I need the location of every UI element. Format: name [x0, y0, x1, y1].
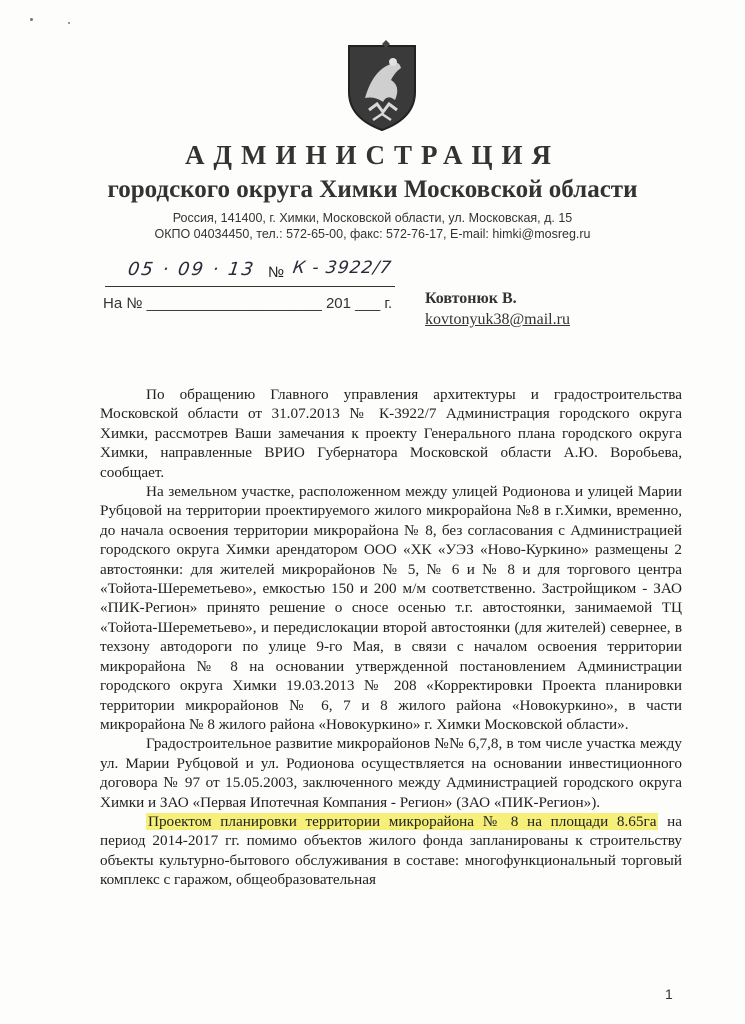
reference-line: На № _____________________ 201 ___ г.	[103, 295, 393, 312]
page-number: 1	[665, 986, 673, 1002]
paragraph-4-rest: на период 2014-2017 гг. помимо объектов жилого фонда запланированы к строительству объекты культурно-бытового обслуживания в составе: многофункциональный торговый комплекс с гаражом, общеобразовательная	[100, 812, 682, 889]
letter-body	[100, 385, 682, 890]
organization-title: АДМИНИСТРАЦИЯ	[184, 140, 561, 170]
paragraph-1: По обращению Главного управления архитектуры и градостроительства Московской области от 31.07.2013 № К-3922/7 Администрация городского округа Химки, рассмотрев Ваши замечания к проекту Генерального плана городского округа Химки, направленные ВРИО Губернатора Московской области А.Ю. Воробьева, сообщает.	[100, 386, 682, 481]
recipient-email: kovtonyuk38@mail.ru	[425, 311, 570, 328]
handwritten-date: 05 · 09 · 13	[126, 259, 257, 280]
scan-speck	[68, 22, 70, 24]
number-label: №	[268, 264, 285, 281]
handwritten-number: К - 3922/7	[291, 258, 394, 278]
paragraph-4	[100, 812, 682, 890]
paragraph-3: Градостроительное развитие микрорайонов №№ 6,7,8, в том числе участка между ул. Марии Рубцовой и ул. Родионова осуществляется на основании инвестиционного договора № 97 от 15.05.2003, заключенного между Администрацией городского округа Химки и ЗАО «Первая Ипотечная Компания - Регион» (ЗАО «ПИК-Регион»).	[100, 735, 682, 811]
coat-of-arms-emblem	[343, 40, 421, 132]
organization-subtitle: городского округа Химки Московской области	[107, 176, 638, 203]
address-line: Россия, 141400, г. Химки, Московской области, ул. Московская, д. 15	[172, 211, 573, 225]
recipient-name: Ковтонюк В.	[425, 290, 517, 307]
scan-speck	[30, 18, 33, 21]
highlighted-text: Проектом планировки территории микрорайона № 8 на площади 8.65га	[148, 812, 657, 830]
paragraph-2: На земельном участке, расположенном между улицей Родионова и улицей Марии Рубцовой на территории проектируемого жилого микрорайона №8 в г.Химки, временно, до начала освоения территории микрорайона № 8, без согласования с Администрацией городского округа Химки арендатором ООО «ХК «УЭЗ «Ново-Куркино» размещены 2 автостоянки: для жителей микрорайонов № 5, № 6 и № 8 и для торгового центра «Тойота-Шереметьево», емкостью 150 и 200 м/м соответственно. Застройщиком - ЗАО «ПИК-Регион» принято решение о сносе осенью т.г. автостоянки, занимаемой ТЦ «Тойота-Шереметьево», и передислокации второй автостоянки (для жителей) севернее, в техзону автодороги по улице 9-го Мая, в связи с началом освоения территории микрорайона № 8 на основании утвержденной постановлением Администрации городского округа Химки 19.03.2013 № 208 «Корректировки Проекта планировки территории микрорайонов № 6, 7 и 8 жилого района «Новокуркино», в части микрорайона № 8 жилого района «Новокуркино» г. Химки Московской области».	[100, 483, 682, 733]
contact-line: ОКПО 04034450, тел.: 572-65-00, факс: 572-76-17, E-mail: himki@mosreg.ru	[154, 227, 591, 241]
